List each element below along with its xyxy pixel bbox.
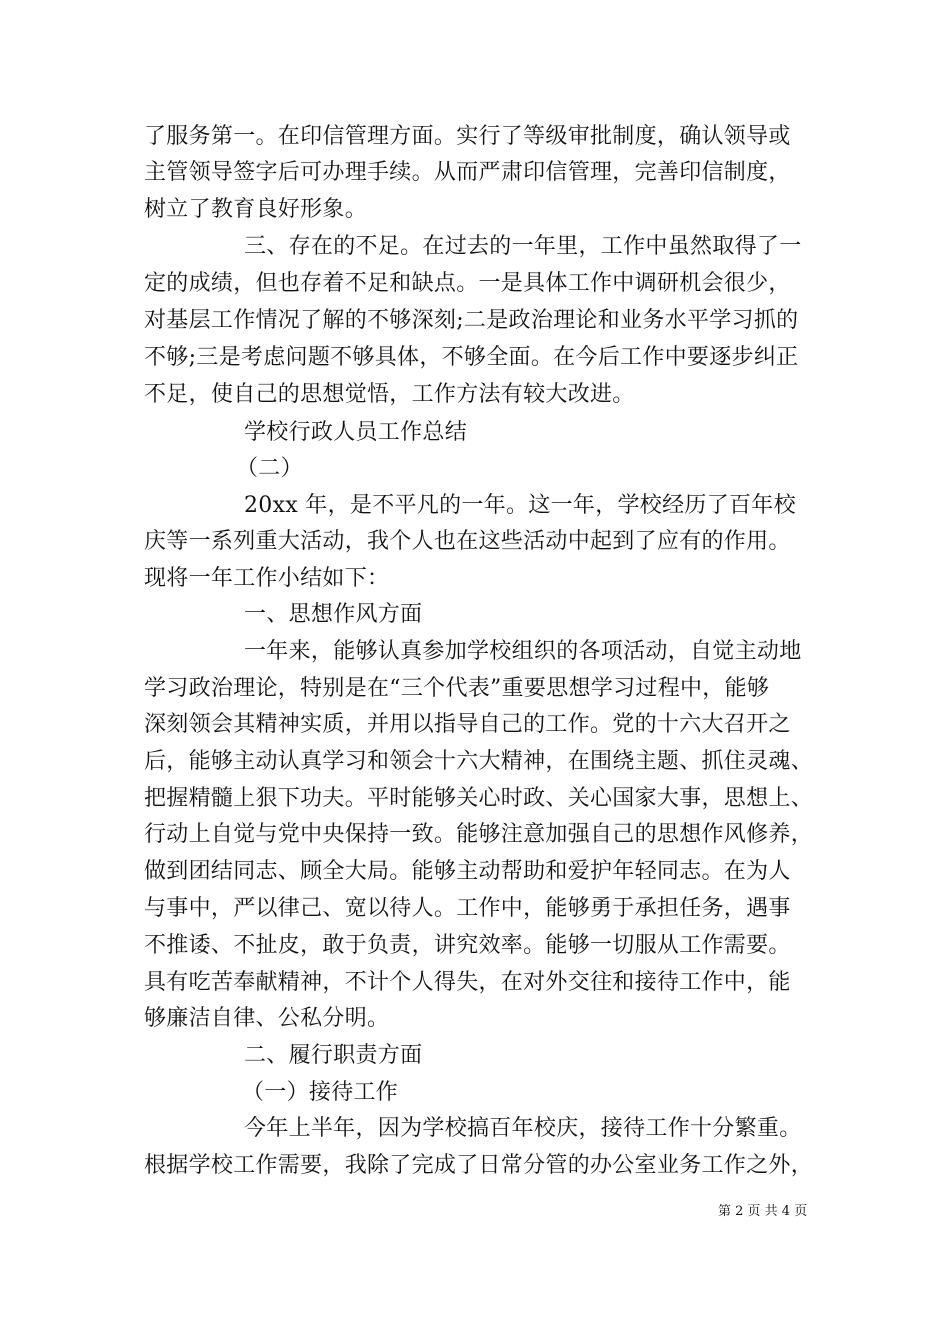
- text-line: 做到团结同志、顾全大局。能够主动帮助和爱护年轻同志。在为人: [144, 859, 791, 884]
- text-line: 学习政治理论，特别是在“三个代表”重要思想学习过程中，能够: [144, 676, 770, 701]
- text-line: 后，能够主动认真学习和领会十六大精神，在围绕主题、抓住灵魂、: [144, 749, 814, 774]
- text-line: 庆等一系列重大活动，我个人也在这些活动中起到了应有的作用。: [144, 529, 791, 554]
- text-line: 具有吃苦奉献精神，不计个人得失，在对外交往和接待工作中，能: [144, 970, 791, 995]
- document-subtitle: （二）: [236, 456, 303, 481]
- text-line: 主管领导签字后可办理手续。从而严肃印信管理，完善印信制度，: [144, 160, 791, 185]
- text-line: 行动上自觉与党中央保持一致。能够注意加强自己的思想作风修养，: [144, 822, 814, 847]
- text-line: 深刻领会其精神实质，并用以指导自己的工作。党的十六大召开之: [144, 712, 791, 737]
- text-line: 不推诿、不扯皮，敢于负责，讲究效率。能够一切服从工作需要。: [144, 933, 791, 958]
- text-line: 定的成绩，但也存着不足和缺点。一是具体工作中调研机会很少，: [144, 271, 791, 296]
- page-number: 第 2 页 共 4 页: [718, 1204, 808, 1219]
- text-line: 把握精髓上狠下功夫。平时能够关心时政、关心国家大事，思想上、: [144, 786, 814, 811]
- text-line: 今年上半年，因为学校搞百年校庆，接待工作十分繁重。: [244, 1116, 802, 1141]
- subsection-heading: （一）接待工作: [242, 1080, 399, 1105]
- text-line: 够廉洁自律、公私分明。: [144, 1006, 390, 1031]
- text-line: 20xx 年，是不平凡的一年。这一年，学校经历了百年校: [244, 493, 796, 518]
- section-heading: 三、存在的不足。在过去的一年里，工作中虽然取得了一: [244, 234, 802, 259]
- text-line: 了服务第一。在印信管理方面。实行了等级审批制度，确认领导或: [144, 124, 791, 149]
- document-title: 学校行政人员工作总结: [244, 420, 468, 445]
- text-line: 不够;三是考虑问题不够具体，不够全面。在今后工作中要逐步纠正: [144, 345, 799, 370]
- section-heading: 一、思想作风方面: [244, 602, 423, 627]
- text-line: 现将一年工作小结如下：: [144, 566, 390, 591]
- text-line: 与事中，严以律己、宽以待人。工作中，能够勇于承担任务，遇事: [144, 896, 791, 921]
- text-line: 树立了教育良好形象。: [144, 197, 368, 222]
- section-heading: 二、履行职责方面: [244, 1043, 423, 1068]
- text-line: 不足，使自己的思想觉悟，工作方法有较大改进。: [144, 382, 635, 407]
- text-line: 一年来，能够认真参加学校组织的各项活动，自觉主动地: [244, 639, 802, 664]
- text-line: 对基层工作情况了解的不够深刻;二是政治理论和业务水平学习抓的: [144, 308, 799, 333]
- text-line: 根据学校工作需要，我除了完成了日常分管的办公室业务工作之外，: [144, 1153, 814, 1178]
